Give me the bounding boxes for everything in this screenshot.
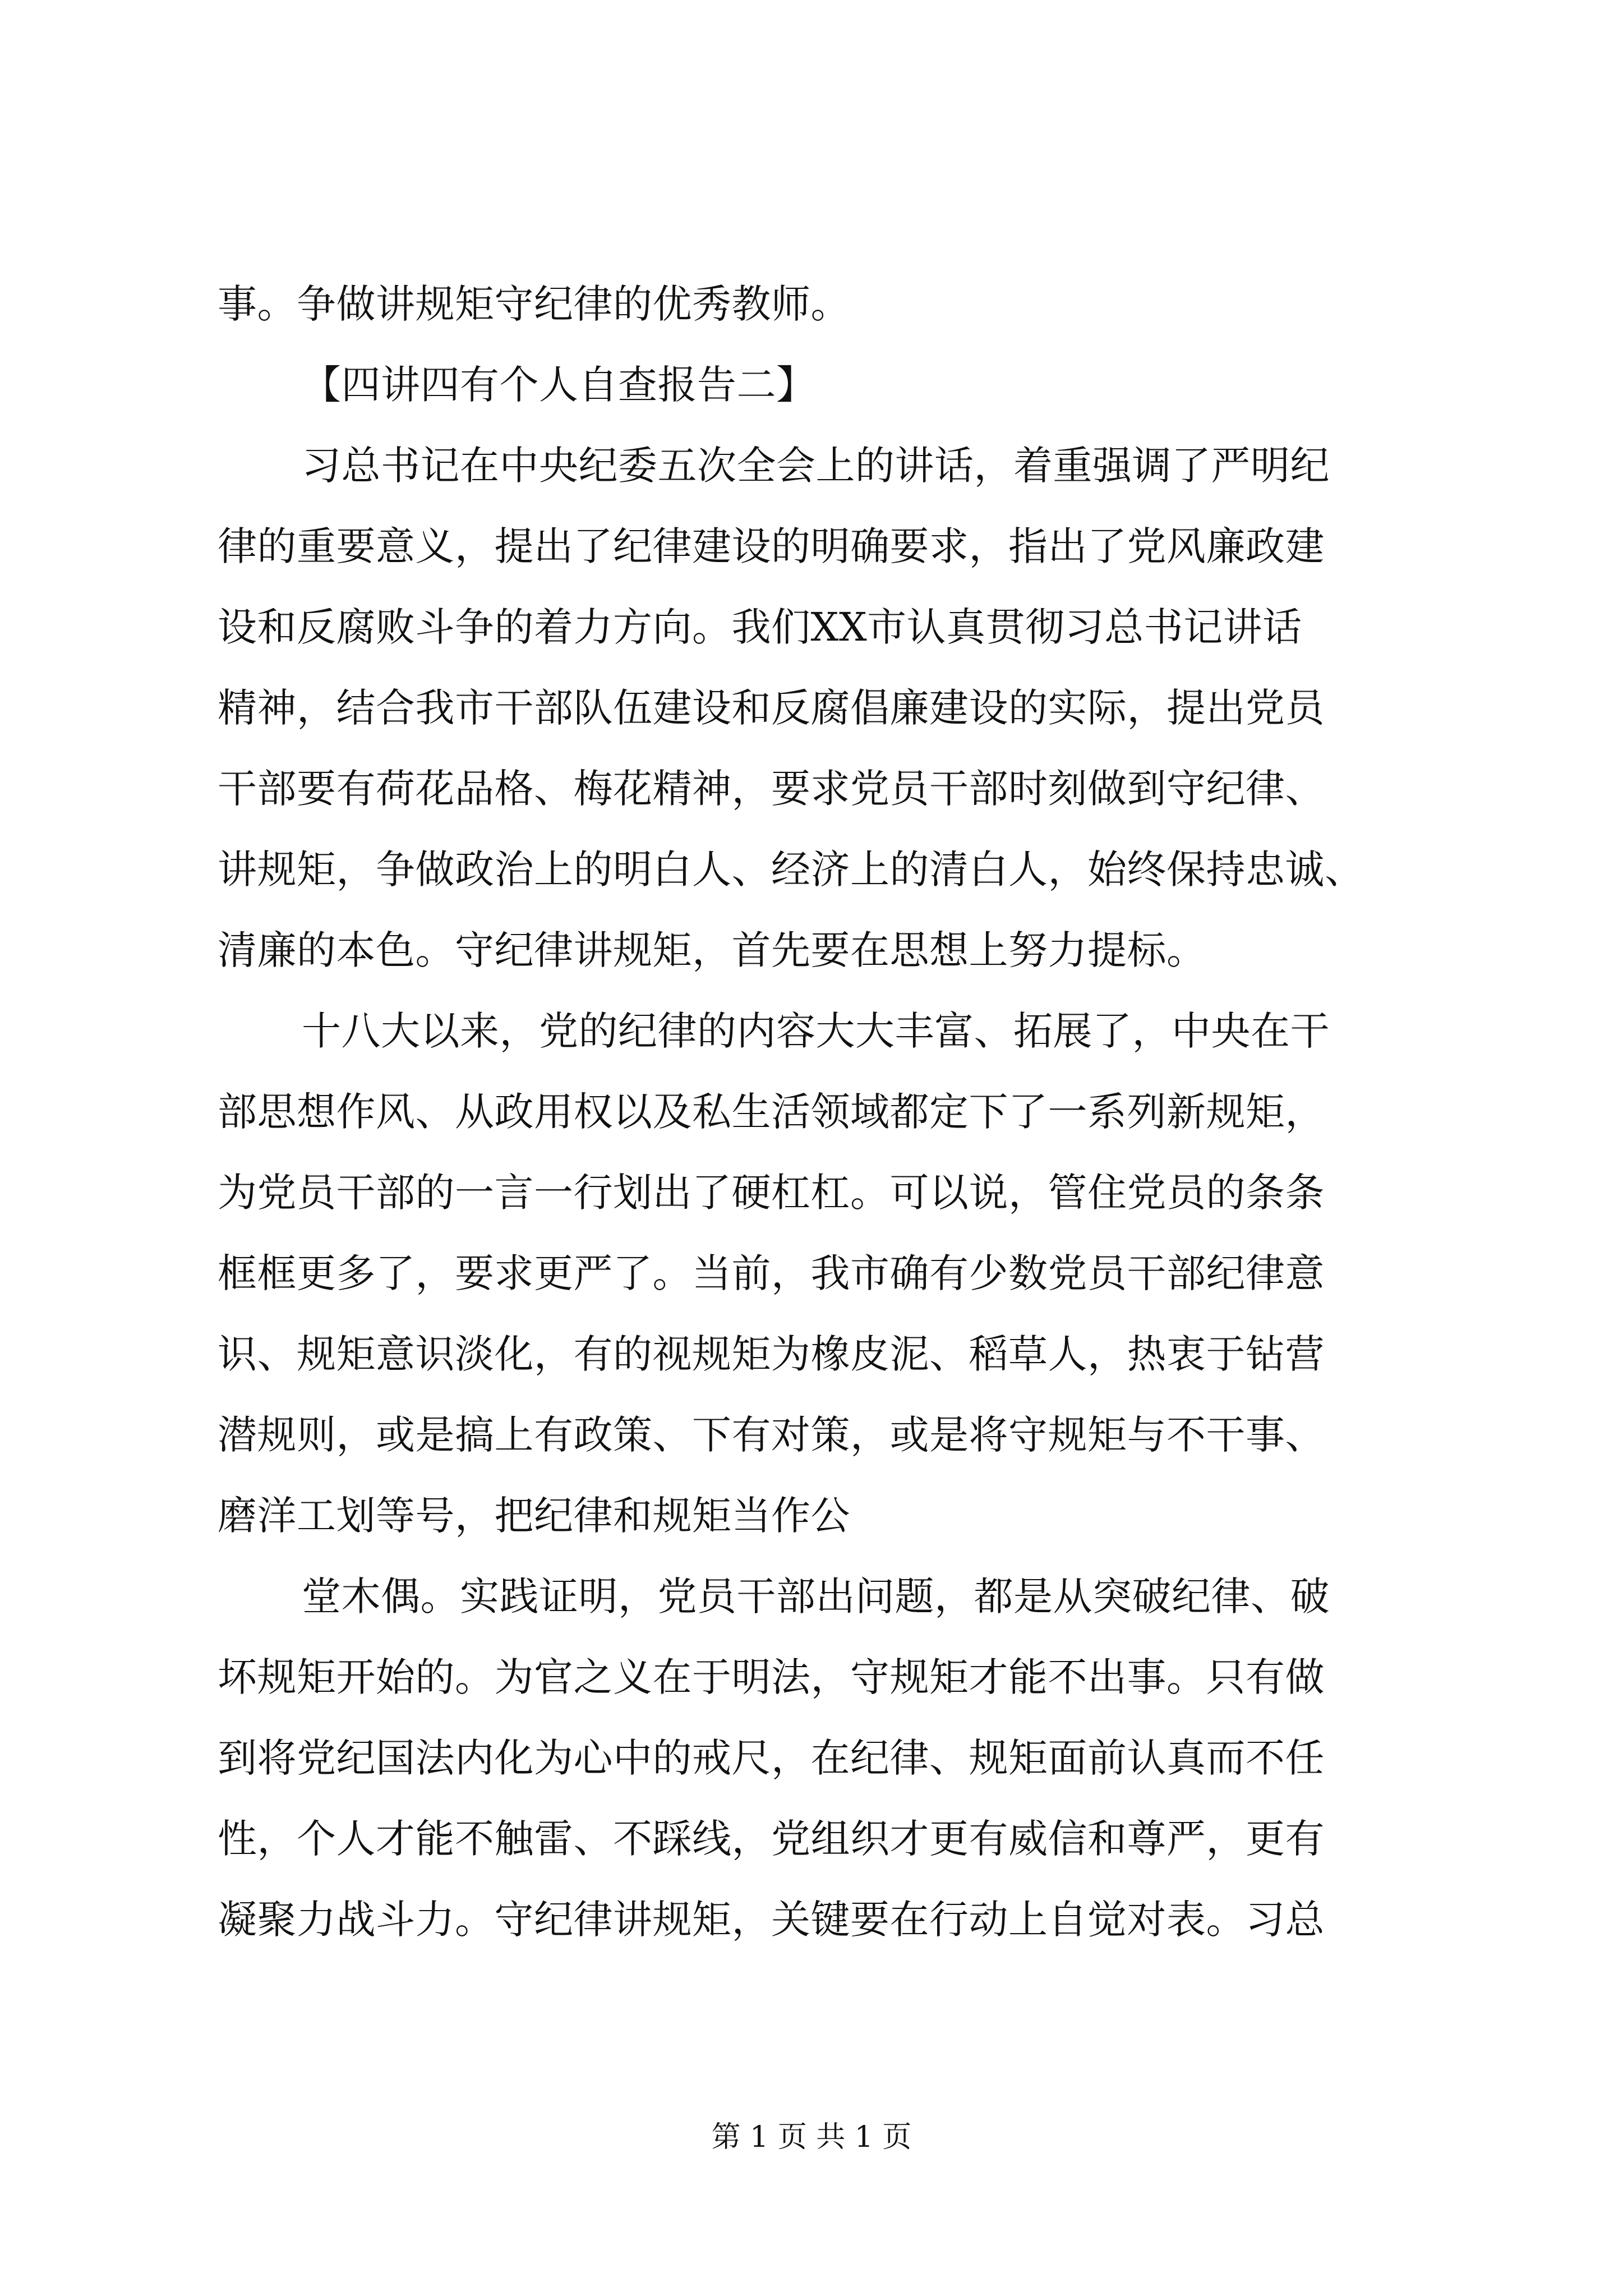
text-line: 讲规矩，争做政治上的明白人、经济上的清白人，始终保持忠诚、 [218, 846, 1364, 892]
text-line: 干部要有荷花品格、梅花精神，要求党员干部时刻做到守纪律、 [218, 766, 1325, 812]
section-heading: 【四讲四有个人自查报告二】 [302, 362, 816, 408]
paragraph-first-line: 习总书记在中央纪委五次全会上的讲话，着重强调了严明纪 [302, 443, 1330, 489]
page-footer: 第 1 页 共 1 页 [711, 2120, 912, 2154]
text-line: 坏规矩开始的。为官之义在于明法，守规矩才能不出事。只有做 [218, 1654, 1325, 1700]
text-line: 为党员干部的一言一行划出了硬杠杠。可以说，管住党员的条条 [218, 1170, 1325, 1216]
text-line: 凝聚力战斗力。守纪律讲规矩，关键要在行动上自觉对表。习总 [218, 1897, 1325, 1943]
text-line: 精神，结合我市干部队伍建设和反腐倡廉建设的实际，提出党员 [218, 685, 1325, 731]
text-line: 框框更多了，要求更严了。当前，我市确有少数党员干部纪律意 [218, 1250, 1325, 1296]
text-line: 事。争做讲规矩守纪律的优秀教师。 [218, 281, 850, 327]
text-line: 性，个人才能不触雷、不踩线，党组织才更有威信和尊严，更有 [218, 1816, 1325, 1862]
text-line: 律的重要意义，提出了纪律建设的明确要求，指出了党风廉政建 [218, 523, 1325, 569]
text-line: 到将党纪国法内化为心中的戒尺，在纪律、规矩面前认真而不任 [218, 1735, 1325, 1781]
text-line: 磨洋工划等号，把纪律和规矩当作公 [218, 1493, 850, 1539]
text-line: 设和反腐败斗争的着力方向。我们XX市认真贯彻习总书记讲话 [218, 604, 1302, 650]
text-line: 部思想作风、从政用权以及私生活领域都定下了一系列新规矩， [218, 1089, 1325, 1135]
document-body [218, 264, 1435, 1960]
text-line: 清廉的本色。守纪律讲规矩，首先要在思想上努力提标。 [218, 927, 1206, 973]
paragraph-first-line: 堂木偶。实践证明，党员干部出问题，都是从突破纪律、破 [302, 1573, 1330, 1619]
text-line: 潜规则，或是搞上有政策、下有对策，或是将守规矩与不干事、 [218, 1412, 1325, 1458]
paragraph-first-line: 十八大以来，党的纪律的内容大大丰富、拓展了，中央在干 [302, 1008, 1330, 1054]
text-line: 识、规矩意识淡化，有的视规矩为橡皮泥、稻草人，热衷于钻营 [218, 1331, 1325, 1377]
